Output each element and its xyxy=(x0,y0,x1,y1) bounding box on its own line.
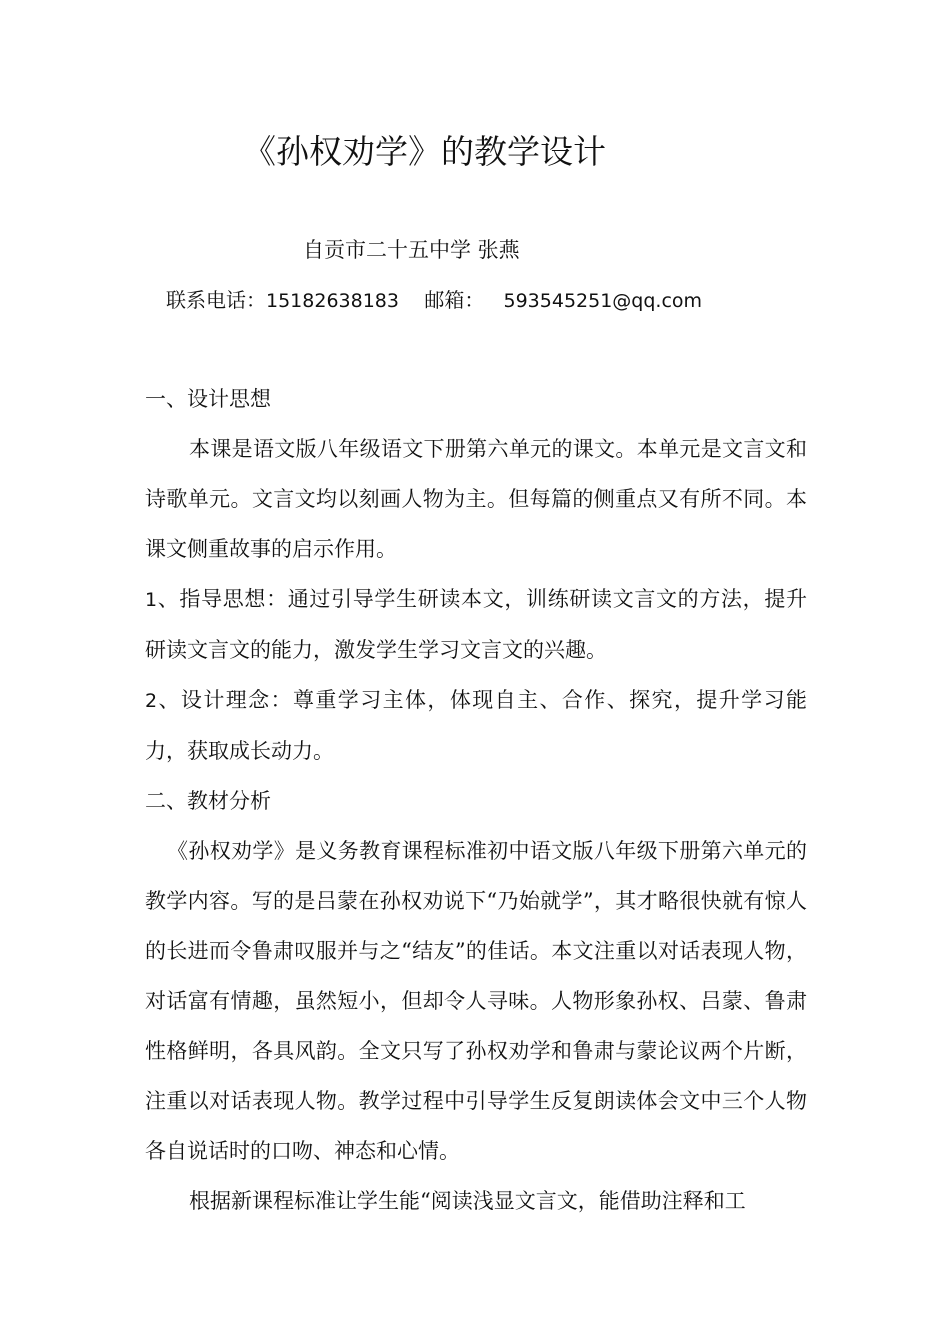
list-item-text: 、指导思想：通过引导学生研读本文，训练研读文言文的方法，提升研读文言文的能力，激发学生学习文言文的兴趣。 xyxy=(145,587,807,662)
contact-line xyxy=(166,284,702,317)
list-item-number: 2 xyxy=(145,690,158,712)
list-item-guiding-thought xyxy=(145,574,807,675)
email-address: 593545251@qq.com xyxy=(503,290,703,312)
document-title: 《孙权劝学》的教学设计 xyxy=(243,132,606,171)
author-line: 自贡市二十五中学 张燕 xyxy=(303,238,520,262)
list-item-number: 1 xyxy=(145,589,158,611)
list-item-design-concept xyxy=(145,675,807,776)
phone-number: 15182638183 xyxy=(266,290,399,312)
section-heading-material: 二、教材分析 xyxy=(145,789,271,813)
section-heading-design: 一、设计思想 xyxy=(145,387,271,411)
phone-label: 联系电话： xyxy=(166,288,266,312)
list-item-text: 、设计理念：尊重学习主体，体现自主、合作、探究，提升学习能力，获取成长动力。 xyxy=(145,688,807,763)
paragraph-material-analysis: 《孙权劝学》是义务教育课程标准初中语文版八年级下册第六单元的教学内容。写的是吕蒙在孙权劝说下“乃始就学”，其才略很快就有惊人的长进而令鲁肃叹服并与之“结友”的佳话。本文注重以对话表现人物，对话富有情趣，虽然短小，但却令人寻味。人物形象孙权、吕蒙、鲁肃性格鲜明，各具风韵。全文只写了孙权劝学和鲁肃与蒙论议两个片断，注重以对话表现人物。教学过程中引导学生反复朗读体会文中三个人物各自说话时的口吻、神态和心情。 xyxy=(145,839,807,1163)
paragraph-curriculum-standard: 根据新课程标准让学生能“阅读浅显文言文，能借助注释和工 xyxy=(189,1189,746,1213)
document-body xyxy=(145,374,807,1226)
paragraph-design-intro: 本课是语文版八年级语文下册第六单元的课文。本单元是文言文和诗歌单元。文言文均以刻画人物为主。但每篇的侧重点又有所不同。本课文侧重故事的启示作用。 xyxy=(145,437,807,561)
email-label: 邮箱： xyxy=(424,288,485,312)
